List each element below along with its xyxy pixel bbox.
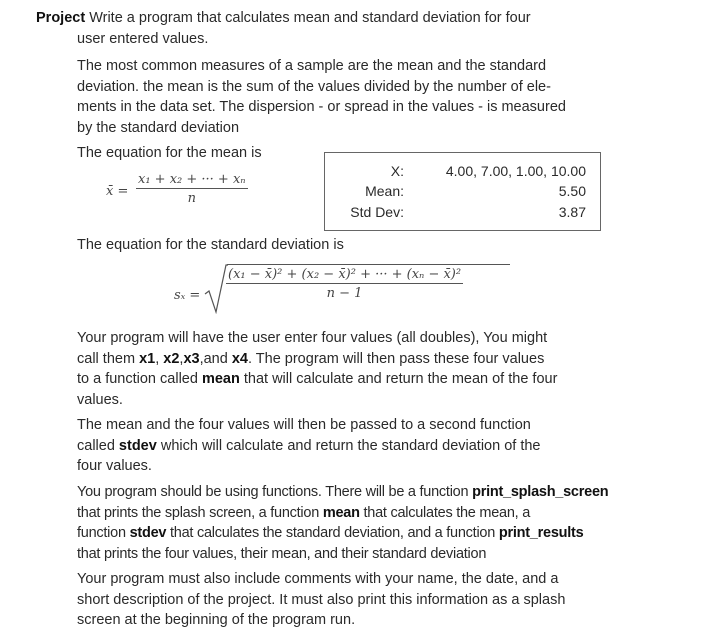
- sample-value: 5.50: [558, 183, 586, 199]
- func-mean: mean: [322, 504, 360, 521]
- paragraph-text: . The program will then pass these four values: [247, 350, 545, 367]
- intro-line: deviation. the mean is the sum of the values divided by the number of ele-: [77, 78, 551, 95]
- paragraph-line: You program should be using functions. There will be a function: [77, 484, 473, 500]
- sd-formula-lhs: sₓ =: [174, 288, 201, 303]
- comments-paragraph: [77, 569, 607, 631]
- var-x1: x1: [139, 350, 156, 367]
- paragraph-line: function: [77, 525, 130, 542]
- sd-equation-label: The equation for the standard deviation is: [77, 237, 344, 253]
- intro-paragraph: [77, 56, 607, 138]
- intro-line: ments in the data set. The dispersion - or spread in the values - is measured: [77, 99, 566, 116]
- func-print-splash-screen: print_splash_screen: [472, 484, 609, 500]
- intro-line: by the standard deviation: [77, 119, 240, 136]
- mean-formula-lhs: x̄ =: [106, 184, 129, 199]
- var-x2: x2: [163, 350, 180, 367]
- stdev-paragraph: [77, 415, 607, 477]
- var-x3: x3: [183, 350, 200, 367]
- mean-formula-denominator: n: [187, 191, 196, 206]
- mean-formula-numerator: x₁ + x₂ + ··· + xₙ: [138, 172, 246, 187]
- func-stdev: stdev: [129, 525, 167, 542]
- sample-value: 4.00, 7.00, 1.00, 10.00: [445, 163, 586, 179]
- paragraph-text: that calculates the standard deviation, and a function: [166, 525, 499, 542]
- paragraph-line: called: [77, 437, 119, 454]
- paragraph-text: which will calculate and return the standard deviation of the: [156, 437, 541, 454]
- sample-value: 3.87: [558, 204, 586, 220]
- paragraph-text: that calculates the mean, a: [359, 504, 531, 521]
- sd-formula-numerator: (x₁ − x̄)² + (x₂ − x̄)² + ··· + (xₙ − x̄)²: [228, 267, 462, 282]
- paragraph-text: and: [203, 350, 232, 367]
- mean-equation-label: The equation for the mean is: [77, 145, 262, 161]
- paragraph-line: to a function called: [77, 371, 202, 388]
- paragraph-line: Your program must also include comments with your name, the date, and a: [77, 571, 559, 587]
- project-label: Project: [36, 10, 86, 26]
- intro-line: The most common measures of a sample are the mean and the standard: [77, 58, 547, 74]
- sd-formula-fraction: [226, 267, 463, 301]
- project-description-cont: user entered values.: [77, 30, 209, 47]
- paragraph-line: short description of the project. It must also print this information as a splash: [77, 591, 566, 608]
- sqrt-overline: [227, 264, 510, 265]
- input-paragraph: Your program will have the user enter four values (all doubles), You might call them x1, x2,x3,and x4. The program will then pass these four values to a function called mean that will calculate and return the mean of the four values.: [77, 330, 558, 408]
- func-stdev: stdev: [118, 437, 157, 454]
- func-print-results: print_results: [498, 525, 584, 542]
- paragraph-line: Your program will have the user enter four values (all doubles), You might: [77, 330, 548, 346]
- paragraph-line: that prints the four values, their mean, and their standard deviation: [77, 545, 487, 562]
- sample-label: Std Dev:: [350, 204, 404, 220]
- sample-output-box: [324, 152, 601, 231]
- functions-paragraph: [77, 482, 677, 564]
- mean-formula-fraction: [136, 172, 248, 206]
- sample-label: Mean:: [365, 183, 404, 199]
- project-description: Write a program that calculates mean and standard deviation for four: [85, 10, 531, 26]
- paragraph-line: values.: [77, 391, 123, 408]
- paragraph-line: that prints the splash screen, a function: [77, 504, 323, 521]
- paragraph-text: that will calculate and return the mean of the four: [239, 371, 558, 388]
- project-heading: [36, 8, 611, 49]
- sd-formula-denominator: n − 1: [326, 286, 363, 301]
- paragraph-line: The mean and the four values will then be passed to a second function: [77, 417, 531, 433]
- paragraph-line: screen at the beginning of the program run.: [77, 612, 356, 629]
- func-mean: mean: [201, 371, 240, 388]
- sample-label: X:: [390, 163, 404, 179]
- paragraph-line: four values.: [77, 458, 152, 475]
- paragraph-line: call them: [77, 350, 140, 367]
- sqrt-icon: [204, 262, 228, 314]
- var-x4: x4: [231, 350, 248, 367]
